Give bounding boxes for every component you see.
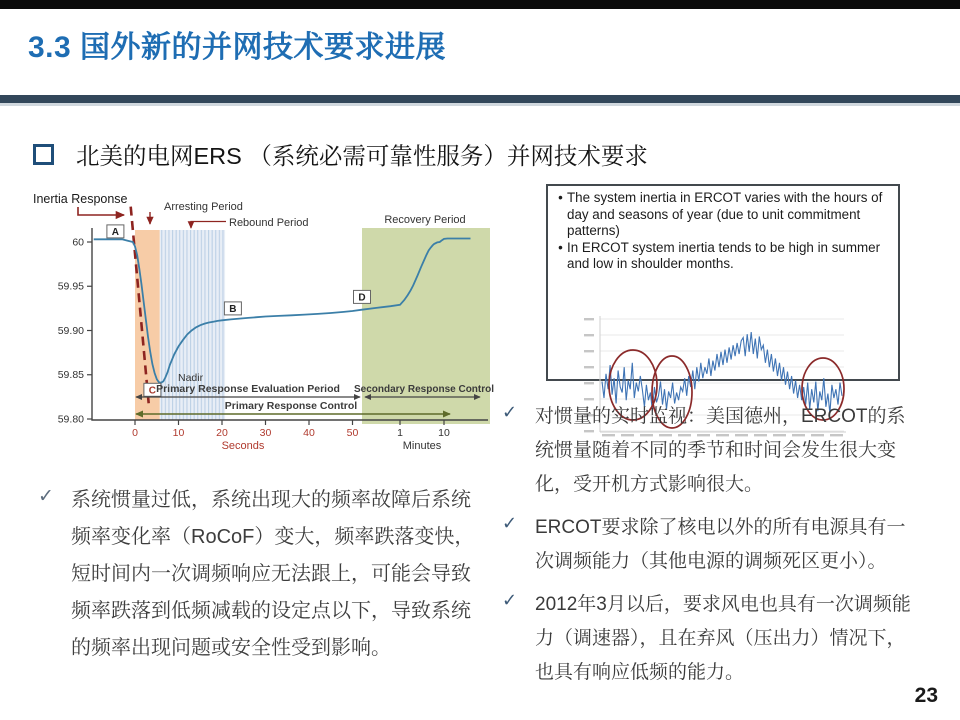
- check-icon: ✓: [38, 486, 54, 507]
- frequency-response-chart-svg: [28, 185, 498, 463]
- svg-text:50: 50: [346, 427, 359, 439]
- section-heading: 北美的电网ERS （系统必需可靠性服务）并网技术要求: [76, 143, 648, 169]
- svg-text:59.80: 59.80: [57, 413, 84, 426]
- right-notes: [502, 400, 916, 699]
- ercot-bullet-1-text: The system inertia in ERCOT varies with the hours of day and seasons of year (due to unit commitment patterns): [567, 190, 883, 239]
- dot-bullet-icon: •: [558, 239, 563, 255]
- check-icon: ✓: [502, 590, 518, 610]
- title-divider-bar: [0, 95, 960, 103]
- svg-text:Secondary Response Control: Secondary Response Control: [353, 384, 495, 395]
- ercot-bullet-2-text: In ERCOT system inertia tends to be high in summer and low in shoulder months.: [567, 239, 881, 272]
- svg-text:Recovery Period: Recovery Period: [384, 214, 466, 226]
- right-note-3-text: 2012年3月以后，要求风电也具有一次调频能力（调速器），且在弃风（压出力）情况下，也具有响应低频的能力。: [535, 594, 911, 683]
- svg-text:Inertia Response: Inertia Response: [33, 192, 128, 206]
- svg-text:30: 30: [259, 427, 272, 439]
- svg-text:59.85: 59.85: [57, 369, 84, 382]
- svg-text:Nadir: Nadir: [178, 372, 204, 384]
- svg-text:10: 10: [438, 427, 450, 439]
- svg-text:59.95: 59.95: [57, 280, 84, 293]
- square-bullet-icon: [33, 144, 54, 165]
- right-note-2: [502, 511, 916, 579]
- right-note-3: [502, 588, 916, 690]
- ercot-inertia-panel: [546, 184, 900, 381]
- svg-text:59.90: 59.90: [57, 325, 84, 337]
- ercot-bullet-1: [554, 190, 894, 240]
- svg-text:Arresting Period: Arresting Period: [164, 201, 243, 213]
- svg-text:Primary Response Evaluation Pe: Primary Response Evaluation Period: [156, 383, 340, 395]
- right-note-1-text: 对惯量的实时监视：美国德州，ERCOT的系统惯量随着不同的季节和时间会发生很大变化，受开机方式影响很大。: [535, 406, 906, 495]
- svg-text:C: C: [148, 385, 157, 397]
- svg-text:10: 10: [172, 427, 185, 439]
- svg-text:D: D: [358, 292, 366, 304]
- right-note-2-text: ERCOT要求除了核电以外的所有电源具有一次调频能力（其他电源的调频死区更小）。: [535, 517, 906, 572]
- svg-text:40: 40: [303, 427, 315, 439]
- dot-bullet-icon: •: [558, 190, 563, 205]
- svg-text:Minutes: Minutes: [402, 440, 442, 452]
- svg-text:A: A: [111, 227, 120, 239]
- svg-text:Rebound Period: Rebound Period: [229, 217, 309, 229]
- svg-text:20: 20: [216, 427, 228, 439]
- top-black-bar: [0, 0, 960, 9]
- check-icon: ✓: [502, 513, 518, 533]
- svg-text:0: 0: [132, 427, 138, 439]
- svg-text:60: 60: [72, 236, 84, 249]
- left-note: [38, 482, 482, 667]
- section-heading-row: [33, 137, 648, 171]
- page-number: 23: [914, 684, 938, 707]
- slide-title: 3.3 国外新的并网技术要求进展: [28, 31, 447, 64]
- svg-text:Primary Response Control: Primary Response Control: [224, 400, 358, 412]
- svg-text:Seconds: Seconds: [221, 440, 265, 452]
- left-note-text: 系统惯量过低，系统出现大的频率故障后系统频率变化率（RoCoF）变大，频率跌落变快，短时间内一次调频响应无法跟上，可能会导致频率跌落到低频减载的设定点以下，导致系统的频率出现问题或安全性受到影响。: [71, 489, 475, 659]
- svg-text:1: 1: [397, 427, 403, 439]
- check-icon: ✓: [502, 402, 518, 422]
- svg-text:B: B: [229, 304, 237, 316]
- right-note-1: [502, 400, 916, 502]
- frequency-response-chart: [28, 185, 498, 463]
